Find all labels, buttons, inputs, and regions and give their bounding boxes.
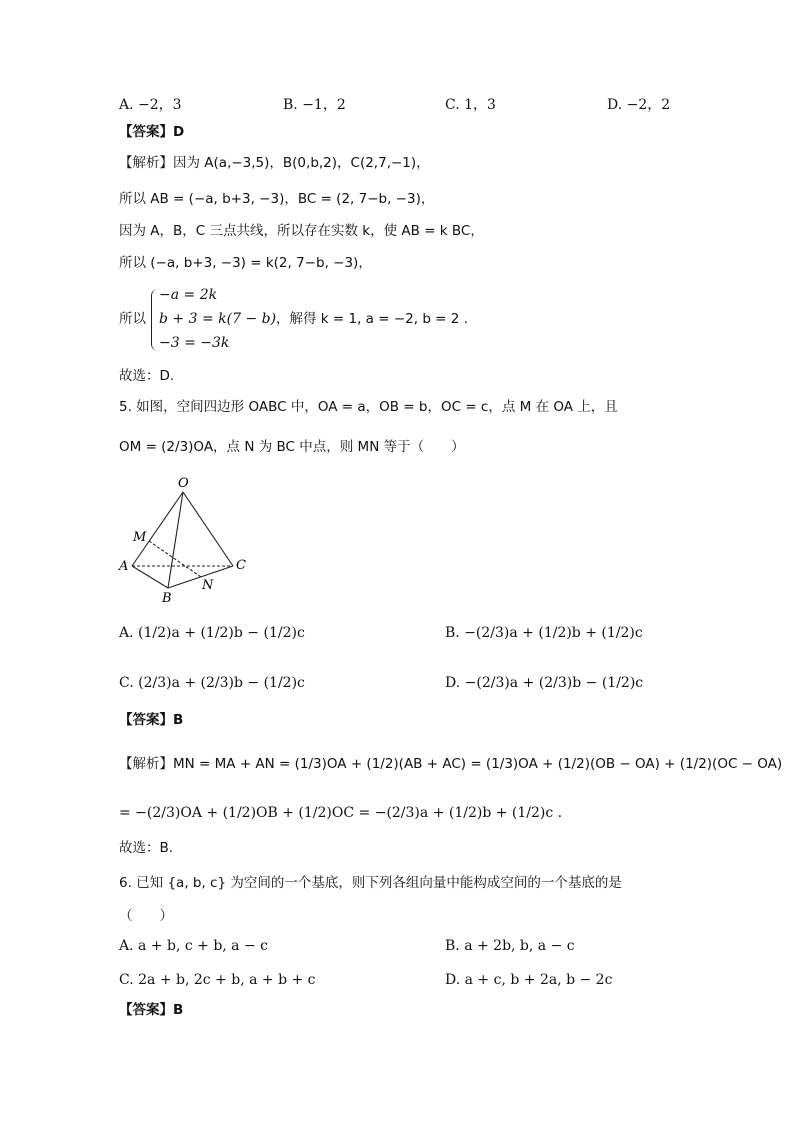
edge-ab [132, 566, 168, 588]
q4-answer: 【答案】D [119, 124, 185, 140]
q5-option-a: A. (1/2)a + (1/2)b − (1/2)c [119, 625, 305, 641]
q5-analysis-line-1: 【解析】MN = MA + AN = (1/3)OA + (1/2)(AB + AC) = (1/3)OA + (1/2)(OB − OA) + (1/2)(OC − OA) [119, 756, 783, 772]
q5-choose: 故选：B. [119, 840, 174, 856]
q5-option-c: C. (2/3)a + (2/3)b − (1/2)c [119, 675, 305, 691]
q4-system-prefix: 所以 [119, 311, 146, 327]
label-a: A [119, 559, 129, 574]
prev-option-d: D. −2，2 [607, 97, 671, 113]
q4-choose: 故选：D. [119, 368, 175, 384]
prev-option-a: A. −2，3 [119, 97, 182, 113]
prev-option-c: C. 1，3 [445, 97, 496, 113]
q5-answer: 【答案】B [119, 712, 184, 728]
label-o: O [178, 476, 189, 491]
q5-option-b: B. −(2/3)a + (1/2)b + (1/2)c [445, 625, 643, 641]
q4-system-brace [151, 289, 158, 351]
q4-system-eq-3: −3 = −3k [159, 335, 230, 351]
q6-option-d: D. a + c, b + 2a, b − 2c [445, 972, 613, 988]
edge-oc [183, 492, 233, 566]
q4-system-eq-1: −a = 2k [159, 287, 218, 303]
q4-system-solution: ，解得 k = 1, a = −2, b = 2 . [276, 311, 468, 327]
label-b: B [162, 591, 172, 605]
q4-analysis-line-2: 所以 AB = (−a, b+3, −3)，BC = (2, 7−b, −3)， [119, 191, 435, 207]
prev-option-b: B. −1，2 [283, 97, 346, 113]
q5-analysis-line-2: = −(2/3)OA + (1/2)OB + (1/2)OC = −(2/3)a + (1/2)b + (1/2)c . [119, 805, 563, 821]
q6-stem-line-2: （ ） [119, 908, 173, 924]
q6-option-c: C. 2a + b, 2c + b, a + b + c [119, 972, 316, 988]
edge-oa [132, 492, 183, 566]
q5-stem-line-1: 5. 如图，空间四边形 OABC 中，OA = a，OB = b，OC = c，点 M 在 OA 上，且 [119, 399, 618, 415]
q6-option-a: A. a + b, c + b, a − c [119, 938, 269, 954]
label-c: C [236, 558, 246, 573]
label-m: M [133, 530, 147, 545]
label-n: N [202, 578, 214, 593]
q5-tetrahedron-figure [115, 470, 255, 605]
q4-analysis-line-1: 【解析】因为 A(a,−3,5)，B(0,b,2)，C(2,7,−1)， [119, 155, 430, 171]
q4-analysis-line-4: 所以 (−a, b+3, −3) = k(2, 7−b, −3)， [119, 255, 372, 271]
q6-answer: 【答案】B [119, 1002, 184, 1018]
q4-system-eq-2: b + 3 = k(7 − b) [159, 311, 277, 327]
q5-stem-line-2: OM = (2/3)OA，点 N 为 BC 中点，则 MN 等于（ ） [119, 439, 465, 455]
q6-stem-line-1: 6. 已知 {a, b, c} 为空间的一个基底，则下列各组向量中能构成空间的一个基底的是 [119, 875, 622, 891]
q5-option-d: D. −(2/3)a + (2/3)b − (1/2)c [445, 675, 644, 691]
q6-option-b: B. a + 2b, b, a − c [445, 938, 575, 954]
q4-analysis-line-3: 因为 A，B，C 三点共线，所以存在实数 k，使 AB = k BC， [119, 223, 484, 239]
edge-ob [168, 492, 183, 588]
